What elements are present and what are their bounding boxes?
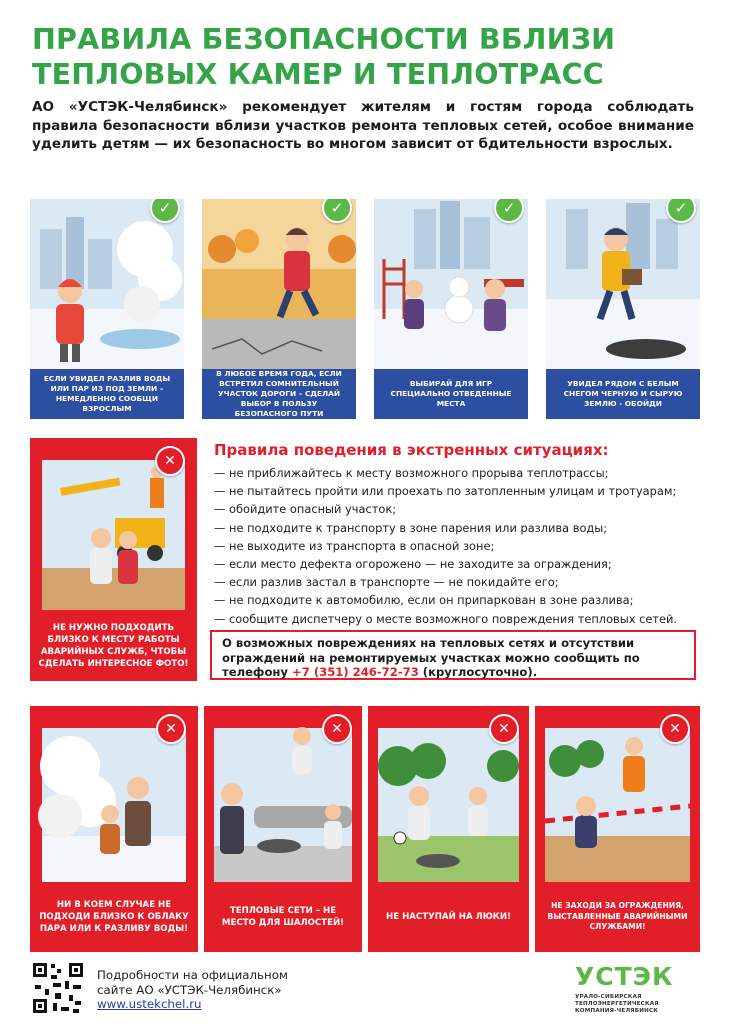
qr-code-icon[interactable] [31,961,85,1015]
rule-item: — обойдите опасный участок; [214,502,397,517]
footer-line-1: Подробности на официальном [97,968,288,982]
rule-item: — не приближайтесь к месту возможного прорыва теплотрассы; [214,466,609,480]
title-line-1: ПРАВИЛА БЕЗОПАСНОСТИ ВБЛИЗИ [32,23,616,56]
bad-card-2 [204,706,362,952]
bad-card-3 [368,706,529,952]
footer-line-2: сайте АО «УСТЭК-Челябинск» [97,982,282,997]
rule-item: — если разлив застал в транспорте — не покидайте его; [214,575,559,590]
ustek-logo [575,963,673,1015]
intro-paragraph: АО «УСТЭК-Челябинск» рекомендует жителям и гостям города соблюдать правила безопасности вблизи участков ремонта тепловых сетей, особое внимание уделить детям — их безопасность во многом зависит от бдительности взрослых. [32,99,694,152]
good-card-3-caption: ВЫБИРАЙ ДЛЯ ИГР СПЕЦИАЛЬНО ОТВЕДЕННЫЕ МЕСТА [374,369,528,419]
logo-wordmark: УСТЭК [575,962,674,991]
logo-sub-line-3: КОМПАНИЯ-ЧЕЛЯБИНСК [575,1008,659,1014]
footer-info [97,968,288,1012]
page-title [32,22,712,92]
cross-icon: ✕ [322,714,352,744]
good-card-3 [374,199,528,419]
rule-item: — не пытайтесь пройти или проехать по затопленным улицам и тротуарам; [214,484,677,499]
rule-item: — если место дефекта огорожено — не заходите за ограждения; [214,557,612,572]
left-warning-caption: НЕ НУЖНО ПОДХОДИТЬ БЛИЗКО К МЕСТУ РАБОТЫ АВАРИЙНЫХ СЛУЖБ, ЧТОБЫ СДЕЛАТЬ ИНТЕРЕСНОЕ ФОТО! [38,623,189,669]
bad-card-4 [535,706,700,952]
bad-card-4-caption: НЕ ЗАХОДИ ЗА ОГРАЖДЕНИЯ, ВЫСТАВЛЕННЫЕ АВАРИЙНЫМИ СЛУЖБАМИ! [547,901,688,932]
rule-item: — не выходите из транспорта в опасной зоне; [214,538,495,553]
rules-title: Правила поведения в экстренных ситуациях: [214,441,609,459]
cross-icon: ✕ [489,714,519,744]
check-icon: ✓ [150,199,180,223]
good-card-2 [202,199,356,419]
check-icon: ✓ [494,199,524,223]
notice-text-2: (круглосуточно). [418,665,538,679]
rule-item: — сообщите диспетчеру о месте возможного повреждения тепловых сетей. [214,611,678,626]
left-warning-card [30,438,197,681]
good-card-4 [546,199,700,419]
rules-list [214,464,677,628]
good-card-4-caption: УВИДЕЛ РЯДОМ С БЕЛЫМ СНЕГОМ ЧЕРНУЮ И СЫРУЮ ЗЕМЛЮ - ОБОЙДИ [546,369,700,419]
notice-text-1: О возможных повреждениях на тепловых сетях и отсутствии ограждений на ремонтируемых участках можно сообщить по телефону [222,636,640,679]
check-icon: ✓ [322,199,352,223]
logo-sub-line-1: УРАЛО-СИБИРСКАЯ [575,994,642,1000]
logo-subtitle [575,994,673,1015]
cross-icon: ✕ [156,714,186,744]
bad-card-1-caption: НИ В КОЕМ СЛУЧАЕ НЕ ПОДХОДИ БЛИЗКО К ОБЛАКУ ПАРА ИЛИ К РАЗЛИВУ ВОДЫ! [39,900,189,934]
bad-card-1 [30,706,198,952]
cross-icon: ✕ [155,446,185,476]
bad-card-2-caption: ТЕПЛОВЫЕ СЕТИ – НЕ МЕСТО ДЛЯ ШАЛОСТЕЙ! [221,906,345,928]
check-icon: ✓ [666,199,696,223]
website-link[interactable]: www.ustekchel.ru [97,997,202,1012]
good-card-1-caption: ЕСЛИ УВИДЕЛ РАЗЛИВ ВОДЫ ИЛИ ПАР ИЗ ПОД ЗЕМЛИ – НЕМЕДЛЕННО СООБЩИ ВЗРОСЛЫМ [30,369,184,419]
good-card-1 [30,199,184,419]
rule-item: — не подходите к транспорту в зоне парения или разлива воды; [214,520,608,535]
hotline-notice [210,630,696,680]
hotline-phone[interactable]: +7 (351) 246-72-73 [292,665,419,679]
good-card-2-caption: В ЛЮБОЕ ВРЕМЯ ГОДА, ЕСЛИ ВСТРЕТИЛ СОМНИТЕЛЬНЫЙ УЧАСТОК ДОРОГИ – СДЕЛАЙ ВЫБОР В ПОЛЬЗУ БЕЗОПАСНОГО ПУТИ [202,369,356,419]
title-line-2: ТЕПЛОВЫХ КАМЕР И ТЕПЛОТРАСС [32,58,604,91]
logo-sub-line-2: ТЕПЛОЭНЕРГЕТИЧЕСКАЯ [575,1001,659,1007]
bad-card-3-caption: НЕ НАСТУПАЙ НА ЛЮКИ! [386,912,511,922]
rule-item: — не подходите к автомобилю, если он припаркован в зоне разлива; [214,593,634,608]
cross-icon: ✕ [660,714,690,744]
